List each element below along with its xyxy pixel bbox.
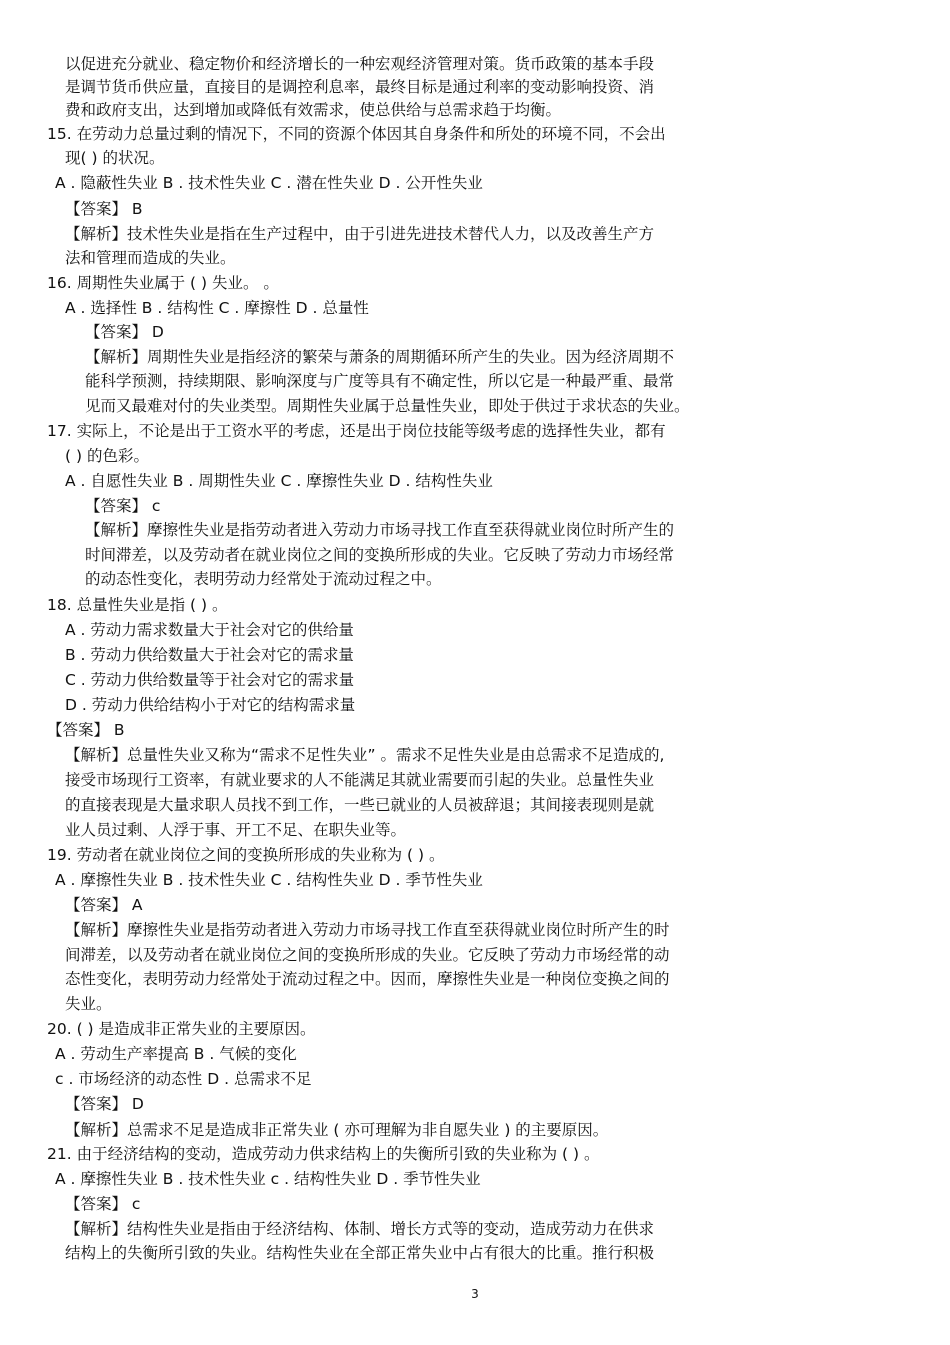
- question-15-stem: 现( ) 的状况。: [65, 149, 165, 167]
- question-18-option: A . 劳动力需求数量大于社会对它的供给量: [65, 621, 354, 639]
- question-21-analysis: 【解析】结构性失业是指由于经济结构、体制、增长方式等的变动，造成劳动力在供求: [65, 1220, 655, 1238]
- question-20-option: c . 市场经济的动态性 D . 总需求不足: [55, 1070, 312, 1088]
- question-16-options: A . 选择性 B . 结构性 C . 摩擦性 D . 总量性: [65, 299, 369, 317]
- question-17-options: A . 自愿性失业 B . 周期性失业 C . 摩擦性失业 D . 结构性失业: [65, 472, 493, 490]
- question-18-analysis: 接受市场现行工资率，有就业要求的人不能满足其就业需要而引起的失业。总量性失业: [65, 771, 655, 789]
- question-18-option: D . 劳动力供给结构小于对它的结构需求量: [65, 696, 356, 714]
- question-18-answer: 【答案】 B: [47, 721, 125, 739]
- question-17-stem: ( ) 的色彩。: [65, 447, 149, 465]
- question-15-answer: 【答案】 B: [65, 200, 143, 218]
- question-16-answer: 【答案】 D: [85, 323, 164, 341]
- question-21-answer: 【答案】 c: [65, 1195, 141, 1213]
- question-17-analysis: 的动态性变化，表明劳动力经常处于流动过程之中。: [85, 570, 442, 588]
- intro-line: 以促进充分就业、稳定物价和经济增长的一种宏观经济管理对策。货币政策的基本手段: [65, 55, 655, 73]
- intro-line: 费和政府支出，达到增加或降低有效需求，使总供给与总需求趋于均衡。: [65, 101, 562, 119]
- question-18-analysis: 【解析】总量性失业又称为“需求不足性失业” 。需求不足性失业是由总需求不足造成的,: [65, 746, 665, 764]
- question-16-analysis: 见而又最难对付的失业类型。周期性失业属于总量性失业，即处于供过于求状态的失业。: [85, 397, 690, 415]
- question-19-analysis: 态性变化，表明劳动力经常处于流动过程之中。因而，摩擦性失业是一种岗位变换之间的: [65, 970, 670, 988]
- question-18-stem: 18. 总量性失业是指 ( ) 。: [47, 596, 228, 614]
- question-19-analysis: 失业。: [65, 995, 112, 1013]
- question-18-option: B . 劳动力供给数量大于社会对它的需求量: [65, 646, 354, 664]
- question-19-options: A . 摩擦性失业 B . 技术性失业 C . 结构性失业 D . 季节性失业: [55, 871, 483, 889]
- question-18-option: C . 劳动力供给数量等于社会对它的需求量: [65, 671, 355, 689]
- question-20-answer: 【答案】 D: [65, 1095, 144, 1113]
- question-18-analysis: 的直接表现是大量求职人员找不到工作，一些已就业的人员被辞退；其间接表现则是就: [65, 796, 655, 814]
- intro-line: 是调节货币供应量，直接目的是调控利息率，最终目标是通过利率的变动影响投资、消: [65, 78, 655, 96]
- page-number: 3: [471, 1287, 479, 1301]
- question-16-analysis: 能科学预测，持续期限、影响深度与广度等具有不确定性，所以它是一种最严重、最常: [85, 372, 675, 390]
- question-15-stem: 15. 在劳动力总量过剩的情况下，不同的资源个体因其自身条件和所处的环境不同，不会出: [47, 125, 666, 143]
- question-16-stem: 16. 周期性失业属于 ( ) 失业。 。: [47, 274, 279, 292]
- question-21-analysis: 结构上的失衡所引致的失业。结构性失业在全部正常失业中占有很大的比重。推行积极: [65, 1244, 655, 1262]
- question-15-options: A . 隐蔽性失业 B . 技术性失业 C . 潜在性失业 D . 公开性失业: [55, 174, 483, 192]
- question-16-analysis: 【解析】周期性失业是指经济的繁荣与萧条的周期循环所产生的失业。因为经济周期不: [85, 348, 675, 366]
- question-20-option: A . 劳动生产率提高 B . 气候的变化: [55, 1045, 297, 1063]
- question-17-answer: 【答案】 c: [85, 497, 161, 515]
- question-21-options: A . 摩擦性失业 B . 技术性失业 c . 结构性失业 D . 季节性失业: [55, 1170, 481, 1188]
- question-21-stem: 21. 由于经济结构的变动，造成劳动力供求结构上的失衡所引致的失业称为 ( ) 。: [47, 1145, 600, 1163]
- question-15-analysis: 【解析】技术性失业是指在生产过程中，由于引进先进技术替代人力，以及改善生产方: [65, 225, 655, 243]
- question-19-analysis: 间滞差，以及劳动者在就业岗位之间的变换所形成的失业。它反映了劳动力市场经常的动: [65, 946, 670, 964]
- question-20-stem: 20. ( ) 是造成非正常失业的主要原因。: [47, 1020, 316, 1038]
- question-20-analysis: 【解析】总需求不足是造成非正常失业 ( 亦可理解为非自愿失业 ) 的主要原因。: [65, 1121, 609, 1139]
- question-19-analysis: 【解析】摩擦性失业是指劳动者进入劳动力市场寻找工作直至获得就业岗位时所产生的时: [65, 921, 670, 939]
- question-17-analysis: 时间滞差，以及劳动者在就业岗位之间的变换所形成的失业。它反映了劳动力市场经常: [85, 546, 675, 564]
- question-19-stem: 19. 劳动者在就业岗位之间的变换所形成的失业称为 ( ) 。: [47, 846, 445, 864]
- question-17-stem: 17. 实际上，不论是出于工资水平的考虑，还是出于岗位技能等级考虑的选择性失业，都有: [47, 422, 666, 440]
- question-15-analysis: 法和管理而造成的失业。: [65, 249, 236, 267]
- question-19-answer: 【答案】 A: [65, 896, 143, 914]
- question-18-analysis: 业人员过剩、人浮于事、开工不足、在职失业等。: [65, 821, 407, 839]
- question-17-analysis: 【解析】摩擦性失业是指劳动者进入劳动力市场寻找工作直至获得就业岗位时所产生的: [85, 521, 675, 539]
